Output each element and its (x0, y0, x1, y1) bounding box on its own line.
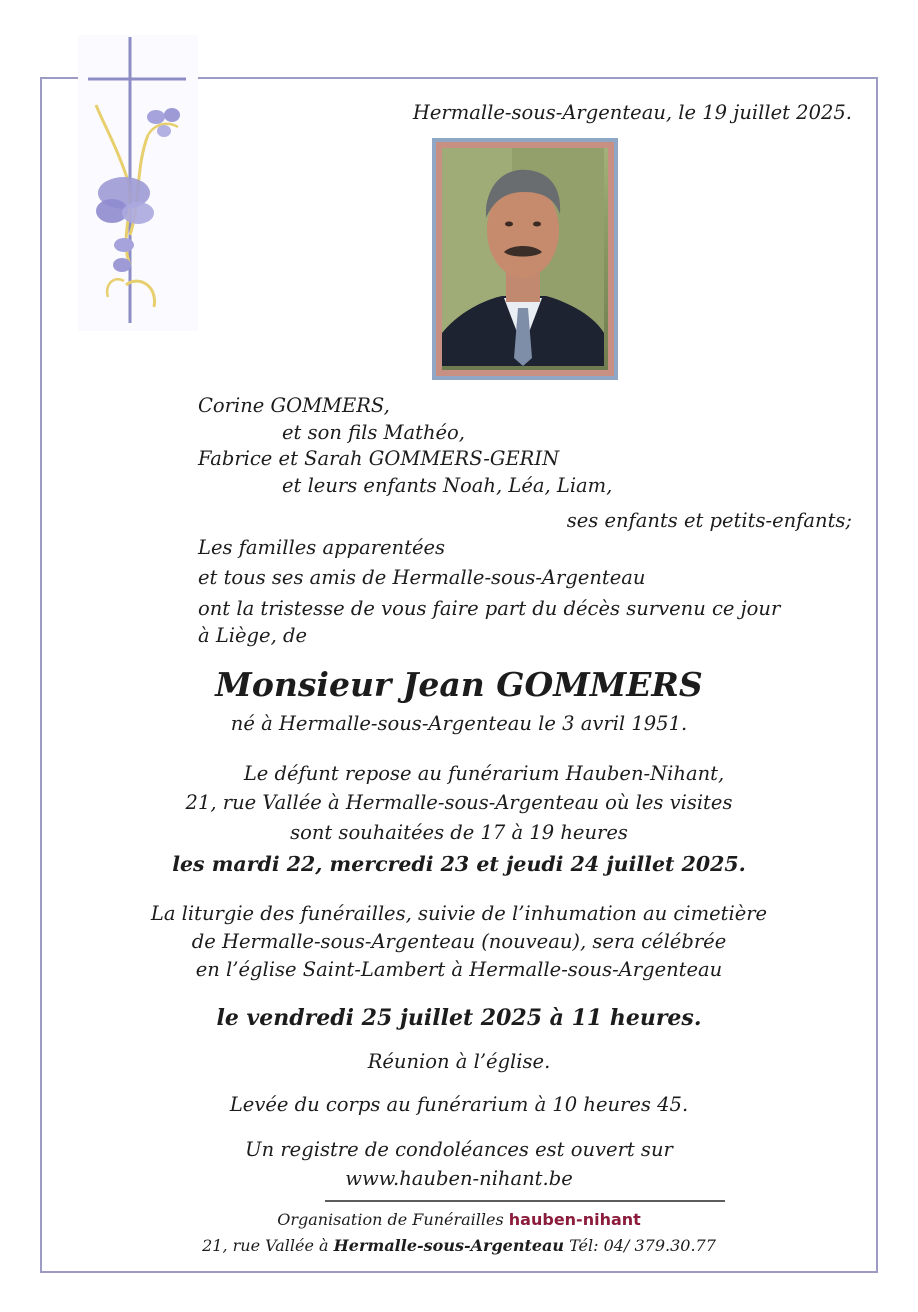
visits-line-1: Le défunt repose au funérarium Hauben-Nihant, (243, 762, 725, 785)
family-line-2: et son fils Mathéo, (282, 421, 465, 444)
funeral-date: le vendredi 25 juillet 2025 à 11 heures. (216, 1005, 702, 1031)
visits-line-2: 21, rue Vallée à Hermalle-sous-Argenteau où les visites (185, 791, 733, 814)
family-line-6: Les familles apparentées (198, 536, 446, 559)
funeral-line-2: de Hermalle-sous-Argenteau (nouveau), sera célébrée (191, 930, 727, 953)
family-line-7: et tous ses amis de Hermalle-sous-Argenteau (198, 566, 646, 589)
family-line-9: à Liège, de (198, 624, 307, 647)
address-town: Hermalle-sous-Argenteau (333, 1236, 565, 1255)
address-prefix: 21, rue Vallée à (202, 1236, 329, 1255)
footer-organisation (0, 1208, 918, 1232)
departure-info: Levée du corps au funérarium à 10 heures 45. (229, 1093, 689, 1116)
meeting-info: Réunion à l’église. (367, 1050, 551, 1073)
family-line-4: et leurs enfants Noah, Léa, Liam, (282, 474, 613, 497)
visits-dates: les mardi 22, mercredi 23 et jeudi 24 juillet 2025. (172, 852, 746, 876)
portrait-photo (442, 148, 608, 370)
funeral-line-3: en l’église Saint-Lambert à Hermalle-sous-Argenteau (195, 958, 723, 981)
place-date: Hermalle-sous-Argenteau, le 19 juillet 2025. (412, 101, 852, 124)
family-line-5: ses enfants et petits-enfants; (566, 509, 852, 532)
cross-with-flowers-icon (78, 35, 198, 331)
register-website[interactable]: www.hauben-nihant.be (345, 1167, 573, 1190)
photo-frame (432, 138, 618, 380)
family-line-1: Corine GOMMERS, (198, 394, 390, 417)
brand-logo: hauben-nihant (508, 1210, 641, 1229)
footer-divider (325, 1200, 725, 1202)
family-line-3: Fabrice et Sarah GOMMERS-GERIN (198, 447, 560, 470)
family-line-8: ont la tristesse de vous faire part du décès survenu ce jour (198, 597, 781, 620)
footer-address (0, 1234, 918, 1258)
birth-info: né à Hermalle-sous-Argenteau le 3 avril 1951. (230, 712, 688, 735)
visits-line-3: sont souhaitées de 17 à 19 heures (290, 821, 628, 844)
register-line-1: Un registre de condoléances est ouvert sur (245, 1138, 673, 1161)
deceased-name: Monsieur Jean GOMMERS (215, 665, 703, 704)
organisation-label: Organisation de Funérailles (277, 1210, 504, 1229)
funeral-line-1: La liturgie des funérailles, suivie de l’inhumation au cimetière (150, 902, 768, 925)
phone-number: Tél: 04/ 379.30.77 (569, 1236, 716, 1255)
